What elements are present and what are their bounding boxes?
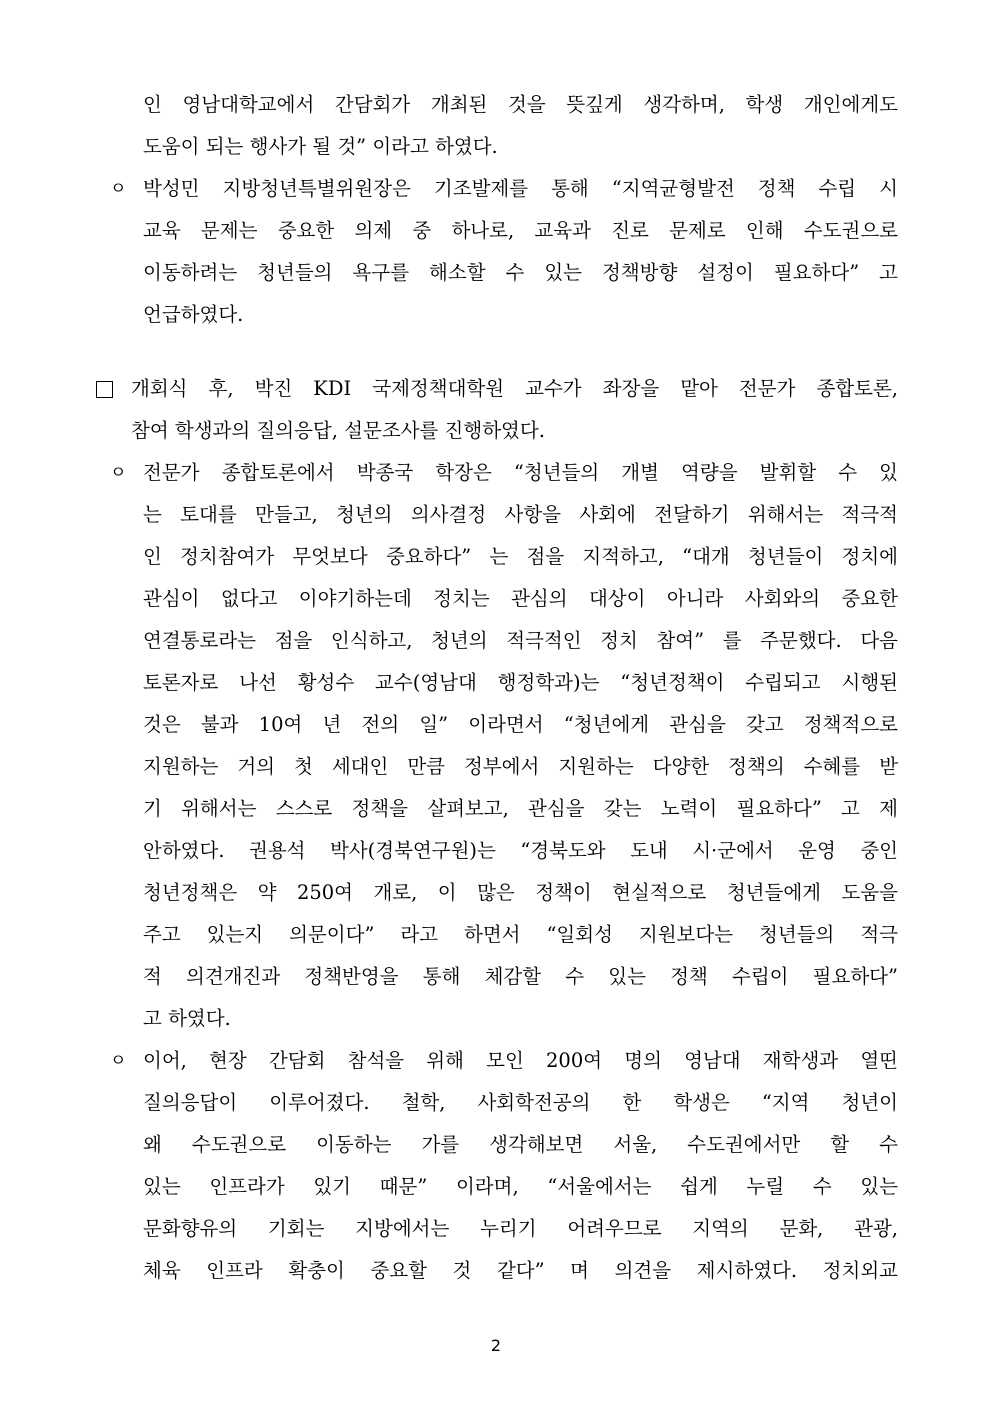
circle-bullet-icon: ㅇ (110, 1051, 127, 1071)
text-line: 교육 문제는 중요한 의제 중 하나로, 교육과 진로 문제로 인해 수도권으로 (143, 219, 898, 242)
text-line: 이어, 현장 간담회 참석을 위해 모인 200여 명의 영남대 재학생과 열띤 (143, 1049, 898, 1072)
text-line: 문화향유의 기회는 지방에서는 누리기 어려우므로 지역의 문화, 관광, (143, 1217, 898, 1240)
text-line: 고 하였다. (143, 1007, 231, 1030)
page-number: 2 (490, 1336, 502, 1355)
text-line: 도움이 되는 행사가 될 것” 이라고 하였다. (143, 135, 498, 158)
text-line: 청년정책은 약 250여 개로, 이 많은 정책이 현실적으로 청년들에게 도움을 (143, 881, 898, 904)
text-line: 왜 수도권으로 이동하는 가를 생각해보면 서울, 수도권에서만 할 수 (143, 1133, 898, 1156)
text-line: 것은 불과 10여 년 전의 일” 이라면서 “청년에게 관심을 갖고 정책적으로 (143, 713, 898, 736)
text-line: 전문가 종합토론에서 박종국 학장은 “청년들의 개별 역량을 발휘할 수 있 (143, 461, 898, 484)
circle-bullet-icon: ㅇ (110, 463, 127, 483)
text-line: 개회식 후, 박진 KDI 국제정책대학원 교수가 좌장을 맡아 전문가 종합토론, (131, 377, 898, 400)
text-line: 인 정치참여가 무엇보다 중요하다” 는 점을 지적하고, “대개 청년들이 정치에 (143, 545, 898, 568)
text-line: 안하였다. 권용석 박사(경북연구원)는 “경북도와 도내 시·군에서 운영 중인 (143, 839, 898, 862)
text-line: 관심이 없다고 이야기하는데 정치는 관심의 대상이 아니라 사회와의 중요한 (143, 587, 898, 610)
text-line: 토론자로 나선 황성수 교수(영남대 행정학과)는 “청년정책이 수립되고 시행된 (143, 671, 898, 694)
text-line: 적 의견개진과 정책반영을 통해 체감할 수 있는 정책 수립이 필요하다” (143, 965, 898, 988)
square-bullet-icon (96, 381, 113, 398)
text-line: 연결통로라는 점을 인식하고, 청년의 적극적인 정치 참여” 를 주문했다. 다음 (143, 629, 898, 652)
text-line: 이동하려는 청년들의 욕구를 해소할 수 있는 정책방향 설정이 필요하다” 고 (143, 261, 898, 284)
text-line: 있는 인프라가 있기 때문” 이라며, “서울에서는 쉽게 누릴 수 있는 (143, 1175, 898, 1198)
text-line: 기 위해서는 스스로 정책을 살펴보고, 관심을 갖는 노력이 필요하다” 고 제 (143, 797, 898, 820)
text-line: 인 영남대학교에서 간담회가 개최된 것을 뜻깊게 생각하며, 학생 개인에게도 (143, 93, 898, 116)
text-line: 질의응답이 이루어졌다. 철학, 사회학전공의 한 학생은 “지역 청년이 (143, 1091, 898, 1114)
text-line: 지원하는 거의 첫 세대인 만큼 정부에서 지원하는 다양한 정책의 수혜를 받 (143, 755, 898, 778)
circle-bullet-icon: ㅇ (110, 179, 127, 199)
text-line: 주고 있는지 의문이다” 라고 하면서 “일회성 지원보다는 청년들의 적극 (143, 923, 898, 946)
text-line: 언급하였다. (143, 303, 244, 326)
text-line: 는 토대를 만들고, 청년의 의사결정 사항을 사회에 전달하기 위해서는 적극적 (143, 503, 898, 526)
text-line: 체육 인프라 확충이 중요할 것 같다” 며 의견을 제시하였다. 정치외교 (143, 1259, 898, 1282)
text-line: 참여 학생과의 질의응답, 설문조사를 진행하였다. (131, 419, 545, 442)
text-line: 박성민 지방청년특별위원장은 기조발제를 통해 “지역균형발전 정책 수립 시 (143, 177, 898, 200)
